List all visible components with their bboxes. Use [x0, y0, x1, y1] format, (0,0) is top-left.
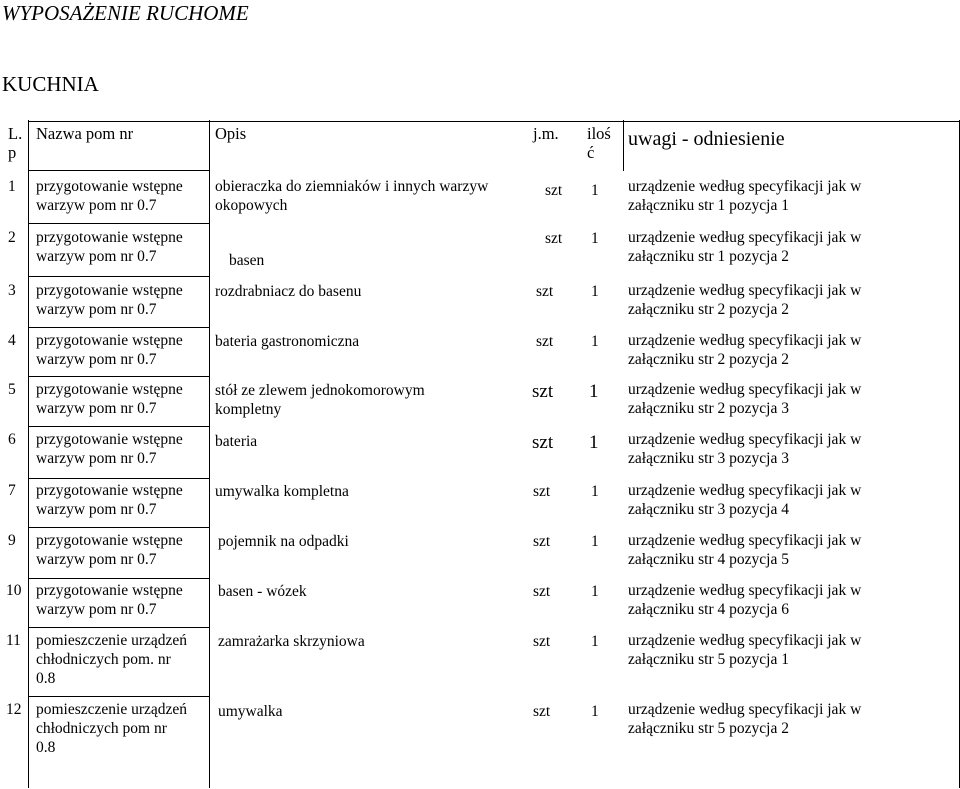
item-notes: urządzenie według specyfikacji jak w załączniku str 2 pozycja 2 [628, 282, 862, 318]
unit-of-measure: szt [533, 533, 551, 550]
unit-of-measure: szt [533, 633, 551, 650]
item-description: bateria [215, 433, 258, 450]
unit-of-measure: szt [533, 583, 551, 600]
table-rule [209, 121, 960, 122]
room-name: pomieszczenie urządzeń chłodniczych pom. nr 0.8 [36, 632, 188, 687]
row-number: 7 [8, 482, 16, 499]
room-name: przygotowanie wstępne warzyw pom nr 0.7 [36, 482, 183, 518]
unit-of-measure: szt [532, 381, 554, 402]
table-rule [28, 527, 209, 528]
item-description: obieraczka do ziemniaków i innych warzyw okopowych [215, 178, 489, 214]
row-number: 4 [8, 332, 16, 349]
quantity: 1 [591, 333, 599, 350]
quantity: 1 [591, 703, 599, 720]
row-number: 9 [8, 532, 16, 549]
item-notes: urządzenie według specyfikacji jak w załączniku str 4 pozycja 6 [628, 582, 862, 618]
unit-of-measure: szt [533, 483, 551, 500]
unit-of-measure: szt [533, 703, 551, 720]
table-rule [28, 276, 209, 277]
column-border [209, 120, 210, 788]
row-number: 11 [6, 632, 21, 649]
item-description: bateria gastronomiczna [215, 333, 360, 350]
row-number: 3 [8, 282, 16, 299]
room-name: przygotowanie wstępne warzyw pom nr 0.7 [36, 332, 183, 368]
room-name: przygotowanie wstępne warzyw pom nr 0.7 [36, 431, 183, 467]
room-name: przygotowanie wstępne warzyw pom nr 0.7 [36, 282, 183, 318]
unit-of-measure: szt [536, 333, 554, 350]
section-heading: KUCHNIA [2, 72, 99, 96]
quantity: 1 [589, 381, 599, 402]
quantity: 1 [591, 533, 599, 550]
column-border [28, 120, 29, 788]
header-unit: j.m. [533, 124, 559, 143]
quantity: 1 [591, 583, 599, 600]
row-number: 6 [8, 431, 16, 448]
row-number: 1 [8, 178, 16, 195]
table-rule [28, 426, 209, 427]
item-notes: urządzenie według specyfikacji jak w załączniku str 1 pozycja 2 [628, 229, 862, 265]
table-rule [28, 223, 209, 224]
room-name: przygotowanie wstępne warzyw pom nr 0.7 [36, 381, 183, 417]
room-name: przygotowanie wstępne warzyw pom nr 0.7 [36, 582, 183, 618]
column-border [623, 120, 624, 171]
item-description: umywalka [218, 703, 283, 720]
item-notes: urządzenie według specyfikacji jak w załączniku str 3 pozycja 4 [628, 482, 862, 518]
row-number: 5 [8, 381, 16, 398]
item-description: basen - wózek [218, 583, 307, 600]
room-name: pomieszczenie urządzeń chłodniczych pom nr 0.8 [36, 701, 188, 756]
quantity: 1 [591, 230, 599, 247]
quantity: 1 [591, 633, 599, 650]
quantity: 1 [591, 283, 599, 300]
table-rule [28, 627, 209, 628]
row-number: 2 [8, 229, 16, 246]
unit-of-measure: szt [545, 230, 563, 247]
item-notes: urządzenie według specyfikacji jak w załączniku str 5 pozycja 1 [628, 632, 862, 668]
item-description: basen [229, 252, 265, 269]
header-quantity: iloś ć [587, 124, 611, 162]
table-rule [28, 478, 209, 479]
unit-of-measure: szt [545, 182, 563, 199]
table-rule [28, 578, 209, 579]
item-description: zamrażarka skrzyniowa [218, 633, 365, 650]
quantity: 1 [591, 182, 599, 199]
table-rule [28, 121, 209, 122]
unit-of-measure: szt [532, 432, 554, 453]
row-number: 12 [6, 701, 22, 718]
item-description: pojemnik na odpadki [218, 533, 349, 550]
table-rule [28, 376, 209, 377]
item-description: rozdrabniacz do basenu [215, 283, 362, 300]
row-number: 10 [6, 582, 22, 599]
table-rule [28, 170, 209, 171]
item-notes: urządzenie według specyfikacji jak w załączniku str 2 pozycja 2 [628, 332, 862, 368]
room-name: przygotowanie wstępne warzyw pom nr 0.7 [36, 178, 183, 214]
table-rule [28, 696, 209, 697]
room-name: przygotowanie wstępne warzyw pom nr 0.7 [36, 229, 183, 265]
unit-of-measure: szt [536, 283, 554, 300]
header-lp: L. p [8, 124, 23, 162]
item-notes: urządzenie według specyfikacji jak w załączniku str 5 pozycja 2 [628, 701, 862, 737]
item-notes: urządzenie według specyfikacji jak w załączniku str 3 pozycja 3 [628, 431, 862, 467]
room-name: przygotowanie wstępne warzyw pom nr 0.7 [36, 532, 183, 568]
table-rule [28, 327, 209, 328]
header-room-name: Nazwa pom nr [36, 124, 134, 143]
item-description: stół ze zlewem jednokomorowym kompletny [215, 382, 425, 418]
item-notes: urządzenie według specyfikacji jak w załączniku str 1 pozycja 1 [628, 178, 862, 214]
item-notes: urządzenie według specyfikacji jak w załączniku str 2 pozycja 3 [628, 381, 862, 417]
quantity: 1 [589, 432, 599, 453]
item-notes: urządzenie według specyfikacji jak w załączniku str 4 pozycja 5 [628, 532, 862, 568]
quantity: 1 [591, 483, 599, 500]
header-description: Opis [215, 124, 247, 143]
item-description: umywalka kompletna [215, 483, 349, 500]
header-notes: uwagi - odniesienie [628, 128, 785, 150]
document-title: WYPOSAŻENIE RUCHOME [2, 1, 249, 25]
